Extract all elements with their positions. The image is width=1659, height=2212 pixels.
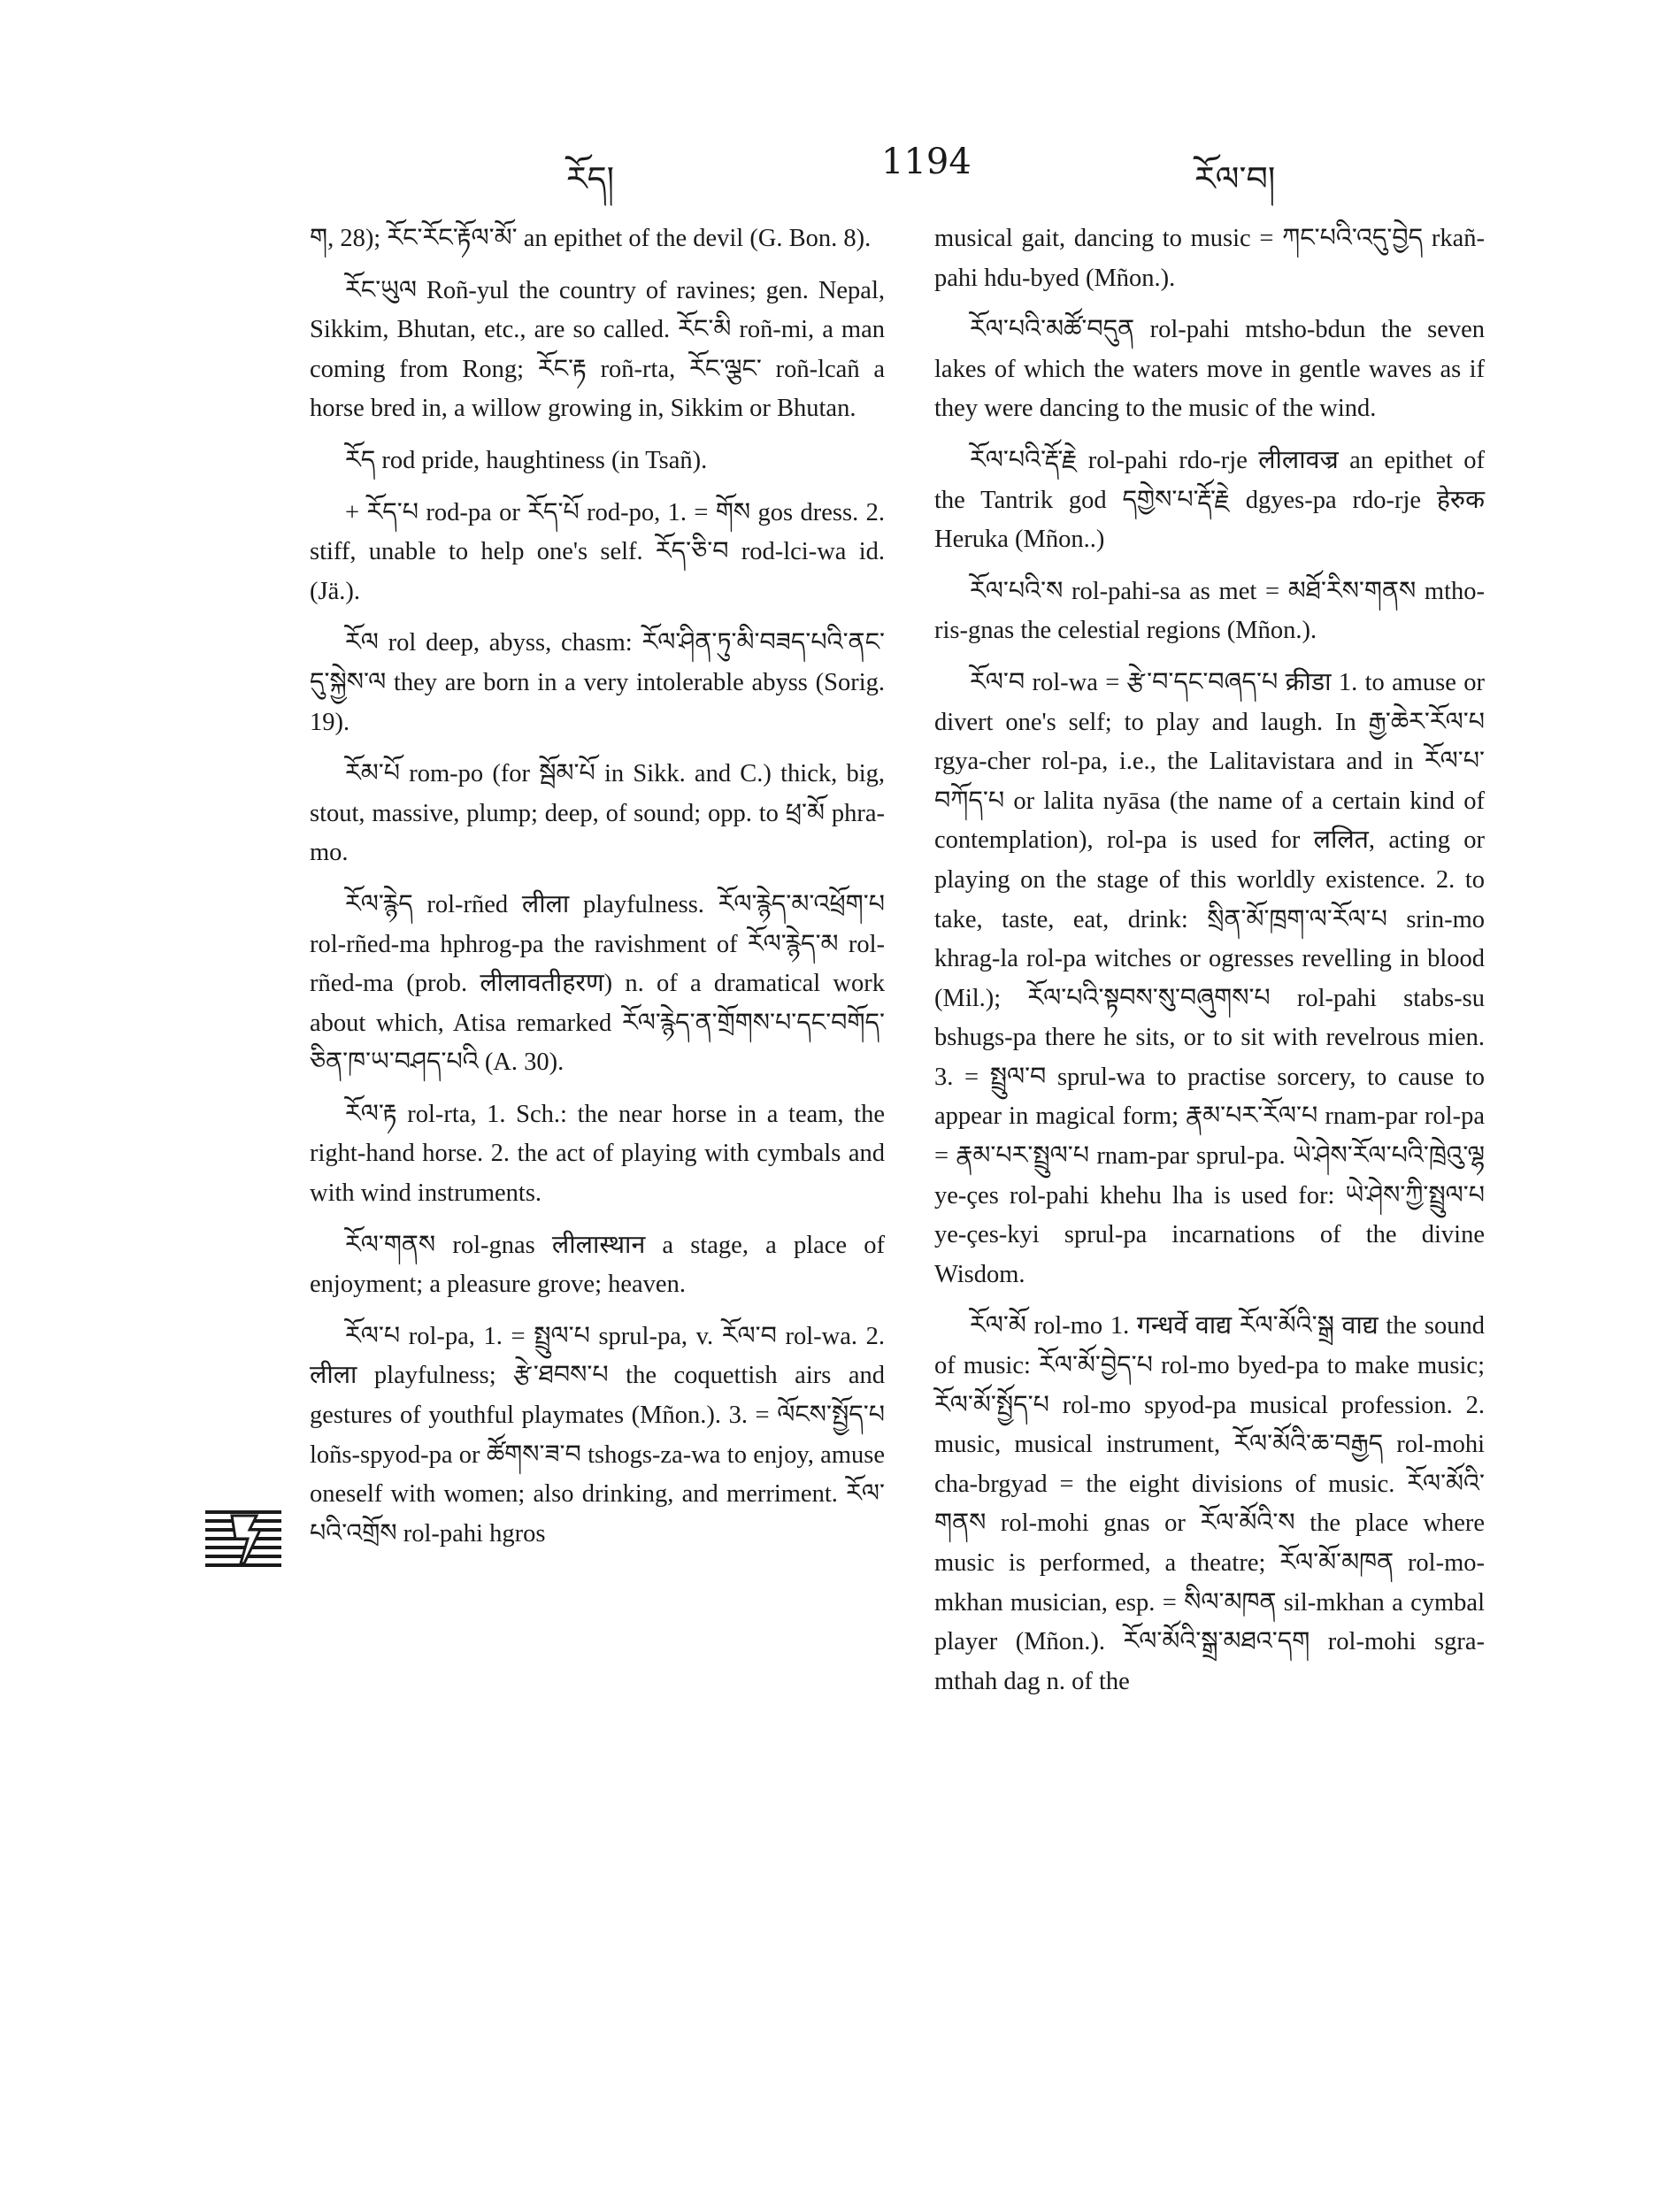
thumb-index-mark-icon [205, 1509, 281, 1571]
entry-rol-gnas: རོལ་གནས rol-gnas लीलास्थान a stage, a place of enjoyment; a pleasure grove; heaven. [310, 1231, 885, 1299]
entry-rol-rned: རོལ་རྙེད rol-rñed लीला playfulness. རོལ་རྙེད་མ་འཕྲོག་པ rol-rñed-ma hphrog-pa the ravishment of རོལ་རྙེད་མ rol-rñed-ma (prob. लीलावतीहरण) n. of a dramatical work about which, Atisa remarked རོལ་རྙེད་ན་གྲོགས་པ་དང་བགོད་ཅིན་ཁ་ཡ་བཤད་པའི (A. 30). [310, 890, 885, 1077]
entry-rol-pahi-mtsho: རོལ་པའི་མཚོ་བདུན rol-pahi mtsho-bdun the seven lakes of which the waters move in gentle waves as if they were dancing to the music of the wind. [934, 316, 1485, 423]
running-header [310, 142, 1495, 198]
entry-continuation: ག, 28); རོང་རོང་རྟོལ་མོ་ an epithet of the devil (G. Bon. 8). [310, 225, 872, 252]
page-number: 1194 [881, 142, 972, 182]
entry-rol-pahi-sa: རོལ་པའི་ས rol-pahi-sa as met = མཐོ་རིས་གནས mtho-ris-gnas the celestial regions (Mñon.). [934, 577, 1485, 645]
entry-rol-mo: རོལ་མོ rol-mo 1. गन्धर्वे वाद्य རོལ་མོའི་སྒྲ वाद्य the sound of music: རོལ་མོ་བྱེད་པ rol-mo byed-pa to make music; རོལ་མོ་སྤྱོད་པ rol-mo spyod-pa musical profession. 2. music, musical instrument, རོལ་མོའི་ཆ་བརྒྱད rol-mohi cha-brgyad = the eight divisions of music. རོལ་མོའི་གནས rol-mohi gnas or རོལ་མོའི་ས the place where music is performed, a theatre; རོལ་མོ་མཁན rol-mo-mkhan musician, esp. = སིལ་མཁན sil-mkhan a cymbal player (Mñon.). རོལ་མོའི་སྒྲ་མཐའ་དག rol-mohi sgra-mthah dag n. of the [934, 1312, 1485, 1695]
entry-ron-yul: རོང་ཡུལ Roñ-yul the country of ravines; gen. Nepal, Sikkim, Bhutan, etc., are so called. རོང་མི roñ-mi, a man coming from Rong; རོང་རྟ roñ-rta, རོང་ལྕང་ roñ-lcañ a horse bred in, a willow growing in, Sikkim or Bhutan. [310, 276, 885, 423]
header-left-word: རོད། [566, 159, 615, 198]
entry-rol-pa: རོལ་པ rol-pa, 1. = སྤྲུལ་པ sprul-pa, v. རོལ་བ rol-wa. 2. लीला playfulness; རྩེ་ཐབས་པ the coquettish airs and gestures of youthful playmates (Mñon.). 3. = ལོངས་སྤྱོད་པ loñs-spyod-pa or ཚོགས་ཟ་བ tshogs-za-wa to enjoy, amuse oneself with women; also drinking, and merriment. རོལ་པའི་འགྲོས rol-pahi hgros [310, 1322, 885, 1548]
entry-rom-po: རོམ་པོ rom-po (for སྦོམ་པོ in Sikk. and C.) thick, big, stout, massive, plump; deep, of sound; opp. to ཕྲ་མོ phra-mo. [310, 760, 885, 867]
entry-rod-pa: + རོད་པ rod-pa or རོད་པོ rod-po, 1. = གོས gos dress. 2. stiff, unable to help one's self. རོད་ཅི་བ rod-lci-wa id. (Jä.). [310, 498, 885, 605]
header-right-word: རོལ་བ། [1194, 159, 1276, 198]
entry-rol-wa: རོལ་བ rol-wa = རྩེ་བ་དང་བཞད་པ क्रीडा 1. to amuse or divert one's self; to play and laugh. In རྒྱ་ཆེར་རོལ་པ rgya-cher rol-pa, i.e., the Lalitavistara and in རོལ་པ་བཀོད་པ or lalita nyāsa (the name of a certain kind of contemplation), rol-pa is used for ललित, acting or playing on the stage of this worldly existence. 2. to take, taste, eat, drink: སྲིན་མོ་ཁྲག་ལ་རོལ་པ srin-mo khrag-la rol-pa witches or ogresses revelling in blood (Mil.); རོལ་པའི་སྟབས་སུ་བཞུགས་པ rol-pahi stabs-su bshugs-pa there he sits, or to sit with revelrous mien. 3. = སྤྲུལ་བ sprul-wa to practise sorcery, to cause to appear in magical form; རྣམ་པར་རོལ་པ rnam-par rol-pa = རྣམ་པར་སྤྲུལ་པ rnam-par sprul-pa. ཡེ་ཤེས་རོལ་པའི་ཁྲེའུ་ལྷ ye-çes rol-pahi khehu lha is used for: ཡེ་ཤེས་ཀྱི་སྤྲུལ་པ ye-çes-kyi sprul-pa incarnations of the divine Wisdom. [934, 668, 1485, 1288]
right-column [934, 219, 1485, 1714]
entry-rol-rta: རོལ་རྟ rol-rta, 1. Sch.: the near horse in a team, the right-hand horse. 2. the act of playing with cymbals and with wind instruments. [310, 1100, 885, 1208]
entry-rod: རོད rod pride, haughtiness (in Tsañ). [345, 446, 708, 474]
entry-rol-pahi-rdorje: རོལ་པའི་རྡོ་རྗེ rol-pahi rdo-rje लीलावज्र an epithet of the Tantrik god དགྱེས་པ་རྡོ་རྗེ dgyes-pa rdo-rje हेरुक Heruka (Mñon..) [934, 446, 1485, 554]
entry-rol: རོལ rol deep, abyss, chasm: རོལ་ཤིན་ཏུ་མི་བཟད་པའི་ནང་དུ་སྐྱེས་ལ they are born in a very intolerable abyss (Sorig. 19). [310, 629, 885, 736]
entry-continuation-right: musical gait, dancing to music = ཀང་པའི་འདུ་བྱེད rkañ-pahi hdu-byed (Mñon.). [934, 225, 1485, 292]
left-column [310, 219, 885, 1566]
